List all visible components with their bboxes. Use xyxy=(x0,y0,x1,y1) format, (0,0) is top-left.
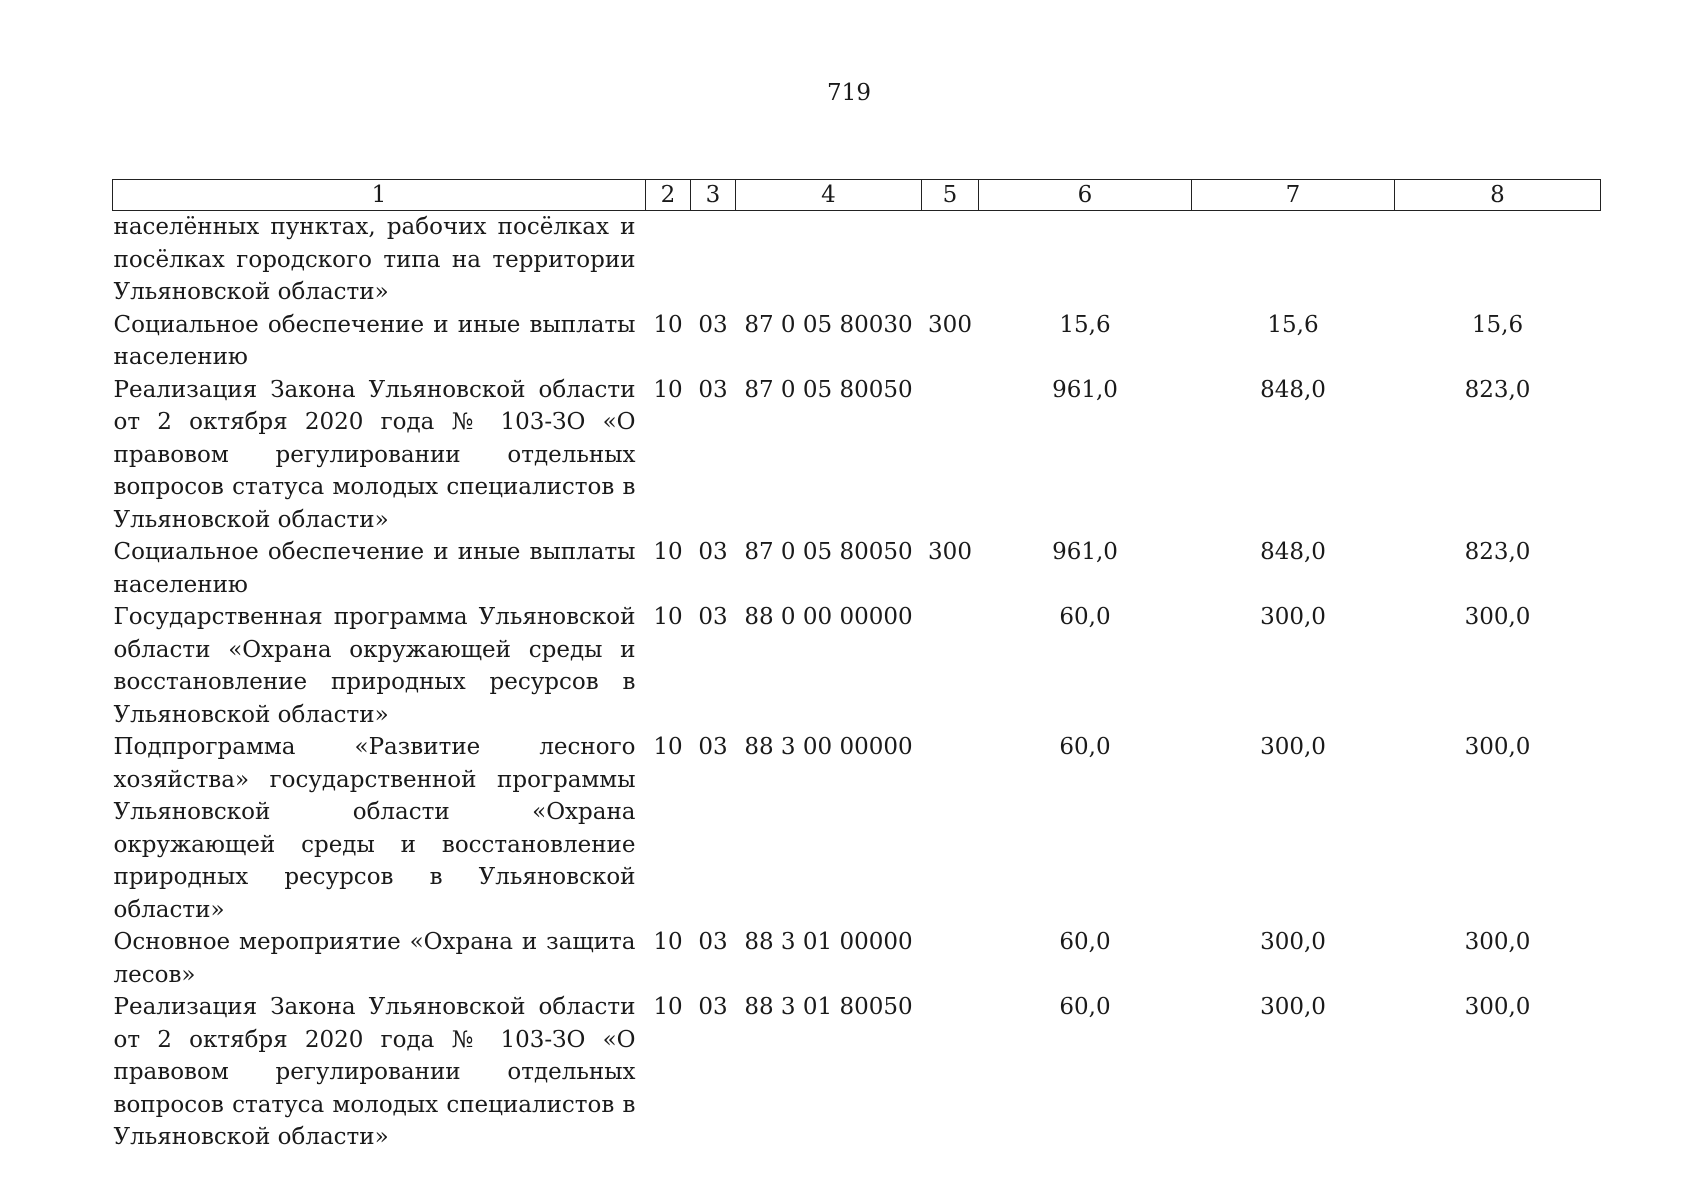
expense-type-cell xyxy=(922,211,979,309)
header-row xyxy=(113,180,1601,211)
row-name-cell: Реализация Закона Ульяновской области от 2 октября 2020 года № 103-ЗО «О правовом регулировании отдельных вопросов статуса молодых специалистов в Ульяновской области» xyxy=(113,376,636,533)
expense-type-cell: 300 xyxy=(928,311,972,338)
amount-col-8-cell: 15,6 xyxy=(1471,311,1524,338)
target-article-cell: 88 3 01 00000 xyxy=(744,929,913,955)
target-article-cell: 87 0 05 80030 xyxy=(744,311,913,338)
section-cell: 10 xyxy=(653,604,683,630)
amount-col-6-cell: 60,0 xyxy=(1059,734,1111,760)
expense-type-cell xyxy=(922,601,979,731)
table-row xyxy=(113,211,1601,309)
expense-type-cell xyxy=(922,991,979,1154)
row-name-cell: Социальное обеспечение и иные выплаты населению xyxy=(113,311,636,370)
target-article-cell: 88 0 00 00000 xyxy=(744,604,913,630)
header-col-3: 3 xyxy=(691,180,736,211)
target-article-cell: 88 3 01 80050 xyxy=(744,994,913,1020)
table-row xyxy=(113,731,1601,926)
amount-col-8-cell: 823,0 xyxy=(1464,376,1531,403)
amount-col-6-cell: 961,0 xyxy=(1052,539,1118,565)
table-row xyxy=(113,536,1601,601)
amount-col-6-cell: 60,0 xyxy=(1059,604,1111,630)
amount-col-7-cell: 300,0 xyxy=(1260,994,1326,1020)
amount-col-6-cell: 15,6 xyxy=(1059,311,1111,338)
target-article-cell: 87 0 05 80050 xyxy=(744,376,913,403)
row-name-cell: Основное мероприятие «Охрана и защита лесов» xyxy=(113,929,636,988)
page-number: 719 xyxy=(827,80,871,106)
amount-col-7-cell: 15,6 xyxy=(1267,311,1319,338)
section-cell xyxy=(646,211,691,309)
subsection-cell: 03 xyxy=(698,929,728,955)
table-row xyxy=(113,309,1601,374)
header-col-6: 6 xyxy=(979,180,1192,211)
amount-col-8-cell: 300,0 xyxy=(1464,929,1531,955)
row-name-cell: Подпрограмма «Развитие лесного хозяйства» государственной программы Ульяновской области «Охрана окружающей среды и восстановление природных ресурсов в Ульяновской области» xyxy=(113,734,636,923)
table-row xyxy=(113,374,1601,537)
row-name-cell: населённых пунктах, рабочих посёлках и посёлках городского типа на территории Ульяновской области» xyxy=(113,214,636,305)
amount-col-8-cell xyxy=(1395,211,1601,309)
subsection-cell xyxy=(691,211,736,309)
row-name-cell: Реализация Закона Ульяновской области от 2 октября 2020 года № 103-ЗО «О правовом регулировании отдельных вопросов статуса молодых специалистов в Ульяновской области» xyxy=(113,994,636,1150)
subsection-cell: 03 xyxy=(698,376,728,403)
amount-col-8-cell: 823,0 xyxy=(1464,539,1531,565)
amount-col-7-cell: 300,0 xyxy=(1260,604,1326,630)
table-row xyxy=(113,926,1601,991)
expense-type-cell: 300 xyxy=(928,539,972,565)
table-row xyxy=(113,991,1601,1154)
section-cell: 10 xyxy=(653,539,683,565)
header-col-4: 4 xyxy=(736,180,922,211)
amount-col-7-cell: 848,0 xyxy=(1260,376,1326,403)
amount-col-7-cell: 848,0 xyxy=(1260,539,1326,565)
table-row xyxy=(113,601,1601,731)
subsection-cell: 03 xyxy=(698,539,728,565)
section-cell: 10 xyxy=(653,311,683,338)
row-name-cell: Социальное обеспечение и иные выплаты населению xyxy=(113,539,636,598)
header-col-7: 7 xyxy=(1192,180,1395,211)
table-body xyxy=(113,211,1601,1154)
amount-col-7-cell xyxy=(1192,211,1395,309)
expense-type-cell xyxy=(922,374,979,537)
header-col-8: 8 xyxy=(1395,180,1601,211)
expense-type-cell xyxy=(922,731,979,926)
section-cell: 10 xyxy=(653,994,683,1020)
section-cell: 10 xyxy=(653,929,683,955)
target-article-cell: 88 3 00 00000 xyxy=(744,734,913,760)
target-article-cell xyxy=(736,211,922,309)
amount-col-6-cell xyxy=(979,211,1192,309)
budget-table xyxy=(112,179,1601,1154)
section-cell: 10 xyxy=(653,734,683,760)
row-name-cell: Государственная программа Ульяновской области «Охрана окружающей среды и восстановление природных ресурсов в Ульяновской области» xyxy=(113,604,636,728)
subsection-cell: 03 xyxy=(698,734,728,760)
header-col-2: 2 xyxy=(646,180,691,211)
header-col-5: 5 xyxy=(922,180,979,211)
amount-col-6-cell: 60,0 xyxy=(1059,929,1111,955)
table-header xyxy=(113,180,1601,211)
header-col-1: 1 xyxy=(113,180,646,211)
subsection-cell: 03 xyxy=(698,311,728,338)
target-article-cell: 87 0 05 80050 xyxy=(744,539,913,565)
amount-col-8-cell: 300,0 xyxy=(1464,734,1531,760)
amount-col-6-cell: 961,0 xyxy=(1052,376,1118,403)
amount-col-7-cell: 300,0 xyxy=(1260,929,1326,955)
amount-col-8-cell: 300,0 xyxy=(1464,604,1531,630)
amount-col-7-cell: 300,0 xyxy=(1260,734,1326,760)
amount-col-6-cell: 60,0 xyxy=(1059,994,1111,1020)
subsection-cell: 03 xyxy=(698,994,728,1020)
subsection-cell: 03 xyxy=(698,604,728,630)
expense-type-cell xyxy=(922,926,979,991)
amount-col-8-cell: 300,0 xyxy=(1464,994,1531,1020)
section-cell: 10 xyxy=(653,376,683,403)
